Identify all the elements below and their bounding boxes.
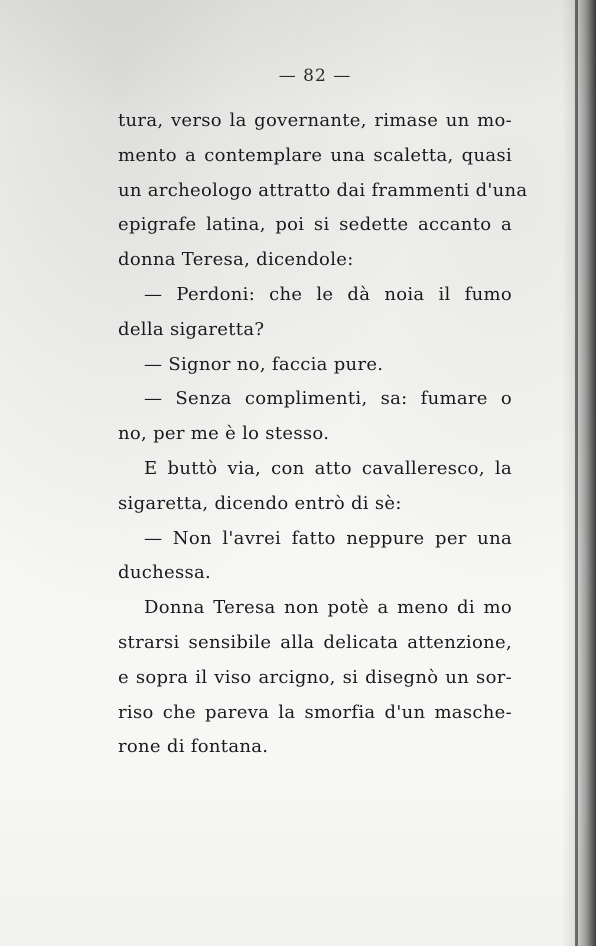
text-line: strarsi sensibile alla delicata attenzione,	[118, 631, 512, 653]
text-line: della sigaretta?	[118, 318, 265, 340]
text-line: E buttò via, con atto cavalleresco, la	[144, 457, 512, 479]
text-line: — Non l'avrei fatto neppure per una	[144, 527, 512, 549]
text-line: no, per me è lo stesso.	[118, 423, 330, 445]
text-line: riso che pareva la smorfia d'un masche-	[118, 701, 512, 723]
text-line: epigrafe latina, poi si sedette accanto a	[118, 214, 512, 236]
text-line: mento a contemplare una scaletta, quasi	[118, 144, 512, 166]
body-text	[118, 104, 528, 765]
text-line: donna Teresa, dicendole:	[118, 249, 354, 271]
text-line: rone di fontana.	[118, 736, 269, 758]
text-line: sigaretta, dicendo entrò di sè:	[118, 492, 402, 514]
page-number: — 82 —	[278, 66, 352, 86]
text-line: Donna Teresa non potè a meno di mo	[144, 597, 512, 619]
page-edge-shadow	[562, 0, 596, 946]
text-line: — Senza complimenti, sa: fumare o	[144, 388, 512, 410]
page-edge-line	[575, 0, 578, 946]
text-line: — Perdoni: che le dà noia il fumo	[144, 283, 512, 305]
text-line: tura, verso la governante, rimase un mo-	[118, 110, 512, 131]
text-line: — Signor no, faccia pure.	[144, 353, 384, 375]
text-line: un archeologo attratto dai frammenti d'una	[118, 179, 528, 201]
text-line: e sopra il viso arcigno, si disegnò un sor-	[118, 666, 512, 688]
text-line: duchessa.	[118, 562, 212, 584]
